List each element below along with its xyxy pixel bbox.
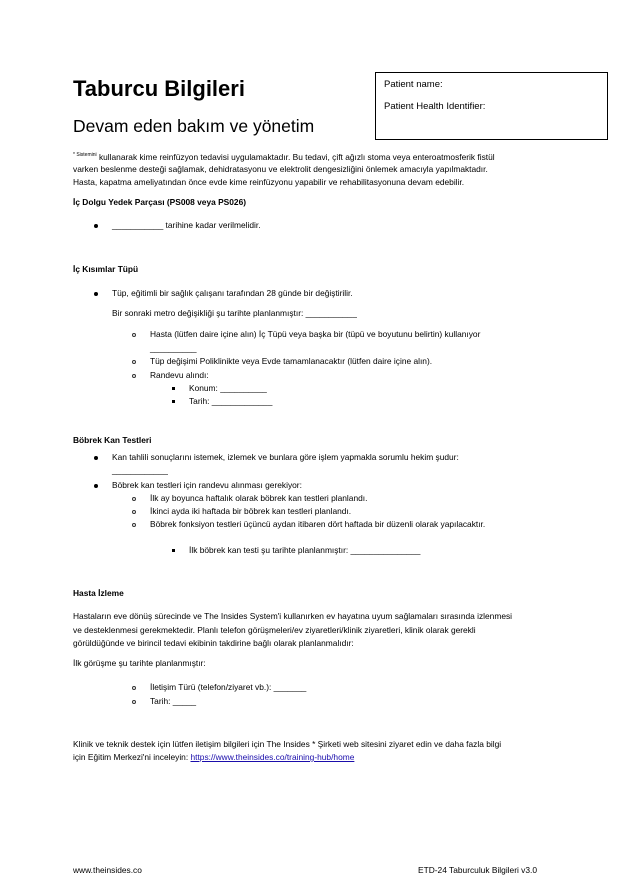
paragraph-line: ve desteklenmesi gerekmektedir. Planlı telefon görüşmeleri/ev ziyaretleri/klinik ziyaretleri, klinik olarak gerekli	[73, 625, 476, 635]
first-visit-text: İlk görüşme şu tarihte planlanmıştır:	[73, 658, 206, 668]
sub-bullet-icon	[132, 333, 136, 337]
list-item: ____________	[112, 465, 168, 475]
patient-name-label: Patient name:	[384, 79, 443, 90]
section-heading-inner-filler: İç Dolgu Yedek Parçası (PS008 veya PS026)	[73, 197, 247, 207]
training-hub-link[interactable]: https://www.theinsides.co/training-hub/home	[190, 752, 355, 762]
list-item: __________	[150, 343, 197, 353]
list-item: Böbrek fonksiyon testleri üçüncü aydan itibaren dört haftada bir düzenli olarak yapılacaktır.	[150, 519, 486, 529]
patient-info-box	[375, 72, 608, 140]
sub-bullet-icon	[132, 523, 136, 527]
list-item: ___________ tarihine kadar verilmelidir.	[112, 220, 261, 230]
sub-bullet-icon	[132, 497, 136, 501]
intro-line-2: varken beslenme desteği sağlamak, dehidratasyonu ve elektrolit dengesizliğini önlemek amacıyla yapılmaktadır.	[73, 164, 488, 174]
page-subtitle: Devam eden bakım ve yönetim	[73, 116, 315, 136]
paragraph-line: görüldüğünde ve birincil tedavi ekibinin takdirine bağlı olarak planlanmalıdır:	[73, 638, 354, 648]
footer-doc-id: ETD-24 Taburculuk Bilgileri v3.0	[418, 865, 538, 875]
sub-bullet-icon	[132, 700, 136, 704]
list-item: İlk böbrek kan testi şu tarihte planlanmıştır: _______________	[189, 545, 421, 555]
bullet-icon	[94, 224, 98, 228]
list-item: Tüp değişimi Poliklinikte veya Evde tamamlanacaktır (lütfen daire içine alın).	[150, 356, 433, 366]
bullet-icon	[94, 292, 98, 296]
list-item: İletişim Türü (telefon/ziyaret vb.): _______	[150, 682, 307, 692]
list-item: Tüp, eğitimli bir sağlık çalışanı tarafından 28 günde bir değiştirilir.	[112, 288, 353, 298]
patient-id-label: Patient Health Identifier:	[384, 101, 486, 112]
intro-text: kullanarak kime reinfüzyon tedavisi uygulamaktadır. Bu tedavi, çift ağızlı stoma veya enteroatmosferik fistül	[98, 151, 495, 162]
section-heading-inner-tube: İç Kısımlar Tüpü	[73, 264, 139, 274]
square-bullet-icon	[172, 387, 175, 390]
list-item: Tarih: _____	[150, 696, 197, 706]
list-item: Bir sonraki metro değişikliği şu tarihte planlanmıştır: ___________	[112, 308, 357, 318]
contact-line-1: Klinik ve teknik destek için lütfen iletişim bilgileri için The Insides * Şirketi web sitesini ziyaret edin ve daha fazla bilgi	[73, 739, 502, 749]
bullet-icon	[94, 456, 98, 460]
sub-bullet-icon	[132, 686, 136, 690]
intro-superscript: * Sistemini	[73, 152, 97, 158]
bullet-icon	[94, 484, 98, 488]
sub-bullet-icon	[132, 360, 136, 364]
intro-line-1	[73, 150, 495, 163]
list-item: Böbrek kan testleri için randevu alınması gerekiyor:	[112, 480, 302, 490]
list-item: Tarih: _____________	[189, 396, 273, 406]
list-item: Konum: __________	[189, 383, 267, 393]
list-item: İlk ay boyunca haftalık olarak böbrek kan testleri planlandı.	[150, 493, 368, 503]
sub-bullet-icon	[132, 374, 136, 378]
list-item: Kan tahlili sonuçlarını istemek, izlemek ve bunlara göre işlem yapmakla sorumlu hekim şudur:	[112, 452, 459, 462]
intro-line-3: Hasta, kapatma ameliyatından önce evde kime reinfüzyonu yapabilir ve rehabilitasyonuna devam edebilir.	[73, 177, 465, 187]
contact-line-2	[73, 752, 354, 763]
section-heading-patient-monitoring: Hasta İzleme	[73, 588, 124, 598]
sub-bullet-icon	[132, 510, 136, 514]
square-bullet-icon	[172, 400, 175, 403]
list-item: Randevu alındı:	[150, 370, 209, 380]
paragraph-line: Hastaların eve dönüş sürecinde ve The Insides System'i kullanırken ev hayatına uyum sağlamaları sırasında izlenmesi	[73, 611, 513, 621]
square-bullet-icon	[172, 549, 175, 552]
list-item: İkinci ayda iki haftada bir böbrek kan testleri planlandı.	[150, 506, 352, 516]
section-heading-kidney-tests: Böbrek Kan Testleri	[73, 435, 152, 445]
contact-text: için Eğitim Merkezi'ni inceleyin:	[73, 752, 191, 762]
footer-website: www.theinsides.co	[73, 865, 142, 875]
page-title: Taburcu Bilgileri	[73, 76, 245, 101]
list-item: Hasta (lütfen daire içine alın) İç Tüpü veya başka bir (tüpü ve boyutunu belirtin) kullanıyor	[150, 329, 481, 339]
